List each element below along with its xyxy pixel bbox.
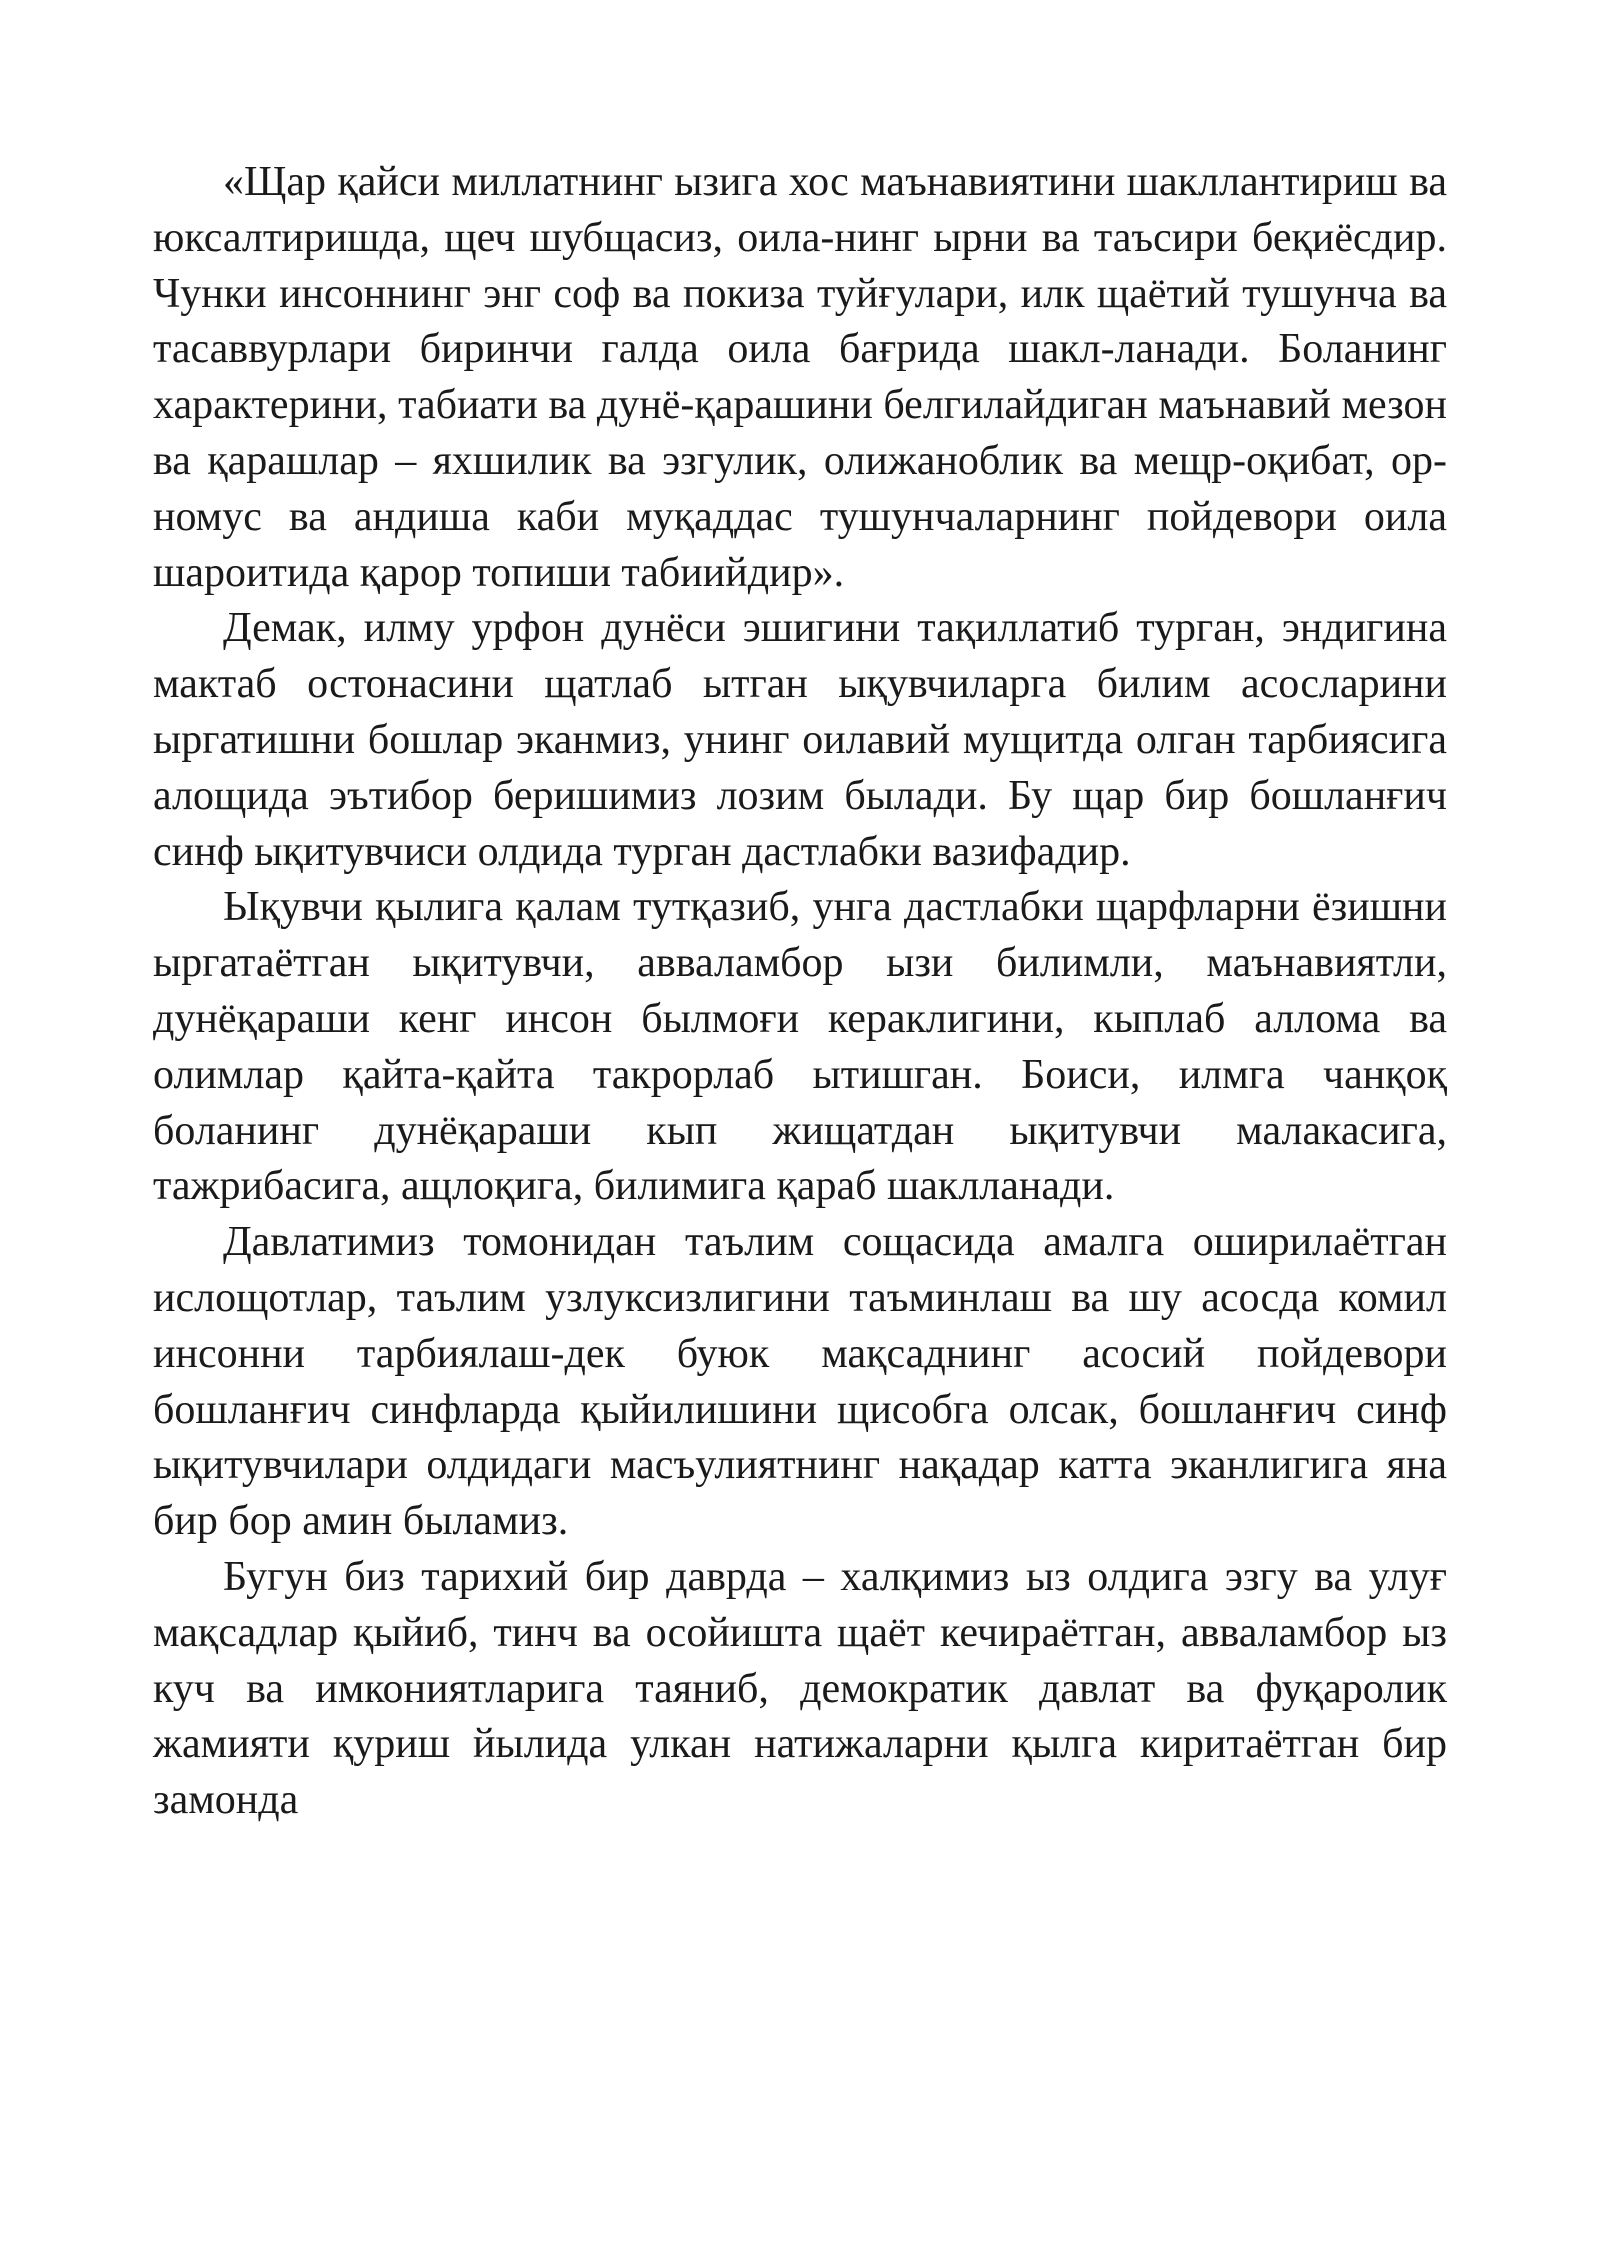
paragraph-3: Ықувчи қылига қалам тутқазиб, унга дастлабки щарфларни ёзишни ыргатаётган ықитувчи, авваламбор ызи билимли, маънавиятли, дунёқараши кенг инсон былмоғи кераклигини, кыплаб аллома ва олимлар қайта-қайта такрорлаб ытишган. Боиси, илмга чанқоқ боланинг дунёқараши кып жищатдан ықитувчи малакасига, тажрибасига, ащлоқига, билимига қараб шаклланади. — [153, 884, 1447, 1210]
paragraph-2: Демак, илму урфон дунёси эшигини тақиллатиб турган, эндигина мактаб остонасини щатлаб ытган ықувчиларга билим асосларини ыргатишни бошлар эканмиз, унинг оилавий мущитда олган тарбиясига алощида эътибор беришимиз лозим былади. Бу щар бир бошланғич синф ықитувчиси олдида турган дастлабки вазифадир. — [153, 605, 1447, 875]
paragraph-1: «Щар қайси миллатнинг ызига хос маънавиятини шакллантириш ва юксалтиришда, щеч шубщасиз, оила-нинг ырни ва таъсири беқиёсдир. Чунки инсоннинг энг соф ва покиза туйғулари, илк щаётий тушунча ва тасаввурлари биринчи галда оила бағрида шакл-ланади. Боланинг характерини, табиати ва дунё-қарашини белгилайдиган маънавий мезон ва қарашлар – яхшилик ва эзгулик, олижаноблик ва мещр-оқибат, ор-номус ва андиша каби муқаддас тушунчаларнинг пойдевори оила шароитида қарор топиши табиийдир». — [153, 159, 1447, 596]
body-text — [153, 155, 1447, 1829]
paragraph-5: Бугун биз тарихий бир даврда – халқимиз ыз олдига эзгу ва улуғ мақсадлар қыйиб, тинч ва осойишта щаёт кечираётган, авваламбор ыз куч ва имкониятларига таяниб, демократик давлат ва фуқаролик жамияти қуриш йылида улкан натижаларни қылга киритаётган бир замонда — [153, 1553, 1447, 1824]
paragraph-4: Давлатимиз томонидан таълим сощасида амалга оширилаётган ислощотлар, таълим узлуксизлигини таъминлаш ва шу асосда комил инсонни тарбиялаш-дек буюк мақсаднинг асосий пойдевори бошланғич синфларда қыйилишини щисобга олсак, бошланғич синф ықитувчилари олдидаги масъулиятнинг нақадар катта эканлигига яна бир бор амин быламиз. — [153, 1219, 1447, 1545]
